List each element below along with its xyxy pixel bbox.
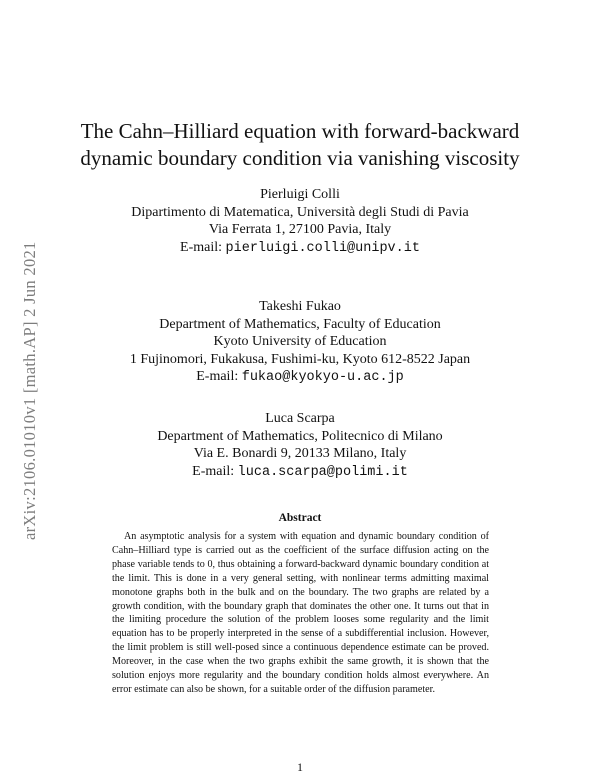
page-number: 1	[297, 760, 303, 774]
author-address: Via Ferrata 1, 27100 Pavia, Italy	[208, 222, 392, 237]
email-label: E-mail:	[180, 239, 223, 255]
paper-title	[0, 118, 600, 172]
author-email[interactable]: fukao@kyokyo-u.ac.jp	[241, 370, 404, 385]
abstract-body: An asymptotic analysis for a system with equation and dynamic boundary condition of Cahn–Hilliard type is carried out as the coefficient of the surface diffusion acting on the phase variable tends to 0, thus obtaining a forward-backward dynamic boundary condition at the limit. This is done in a very general setting, with nonlinear terms admitting maximal monotone graphs both in the bulk and on the boundary. The two graphs are related by a growth condition, with the boundary graph that dominates the other one. It turns out that in the limiting procedure the solution of the problem looses some regularity and the limit equation has to be properly interpreted in the sense of a subdifferential inclusion. However, the limit problem is still well-posed since a continuous dependence estimate can be proved. Moreover, in the case when the two graphs exhibit the same growth, it is shown that the solution enjoys more regularity and the boundary condition holds almost everywhere. An error estimate can also be shown, for a suitable order of the diffusion parameter.	[112, 531, 489, 695]
email-label: E-mail:	[192, 463, 235, 479]
author-name: Takeshi Fukao	[259, 299, 341, 314]
author-address: Via E. Bonardi 9, 20133 Milano, Italy	[193, 446, 407, 461]
author-name: Pierluigi Colli	[260, 187, 340, 202]
author-block-scarpa	[0, 410, 600, 481]
abstract-heading: Abstract	[278, 512, 322, 524]
title-line-1: The Cahn–Hilliard equation with forward-backward	[80, 119, 520, 143]
author-email[interactable]: pierluigi.colli@unipv.it	[225, 240, 420, 256]
author-address: 1 Fujinomori, Fukakusa, Fushimi-ku, Kyoto 612-8522 Japan	[129, 351, 471, 367]
author-name: Luca Scarpa	[265, 411, 335, 426]
author-email-line	[0, 368, 600, 387]
author-block-fukao	[0, 298, 600, 387]
author-affiliation: Department of Mathematics, Politecnico di Milano	[157, 428, 443, 444]
arxiv-side-stamp: arXiv:2106.01010v1 [math.AP] 2 Jun 2021	[20, 241, 39, 540]
author-affiliation: Dipartimento di Matematica, Università degli Studi di Pavia	[131, 204, 469, 220]
author-affiliation: Department of Mathematics, Faculty of Education	[159, 316, 441, 332]
author-affiliation-2: Kyoto University of Education	[213, 334, 387, 349]
author-block-colli	[0, 186, 600, 257]
email-label: E-mail:	[196, 369, 239, 384]
author-email-line	[0, 239, 600, 258]
author-email[interactable]: luca.scarpa@polimi.it	[237, 464, 408, 480]
author-email-line	[0, 463, 600, 482]
title-line-2: dynamic boundary condition via vanishing viscosity	[80, 146, 520, 170]
